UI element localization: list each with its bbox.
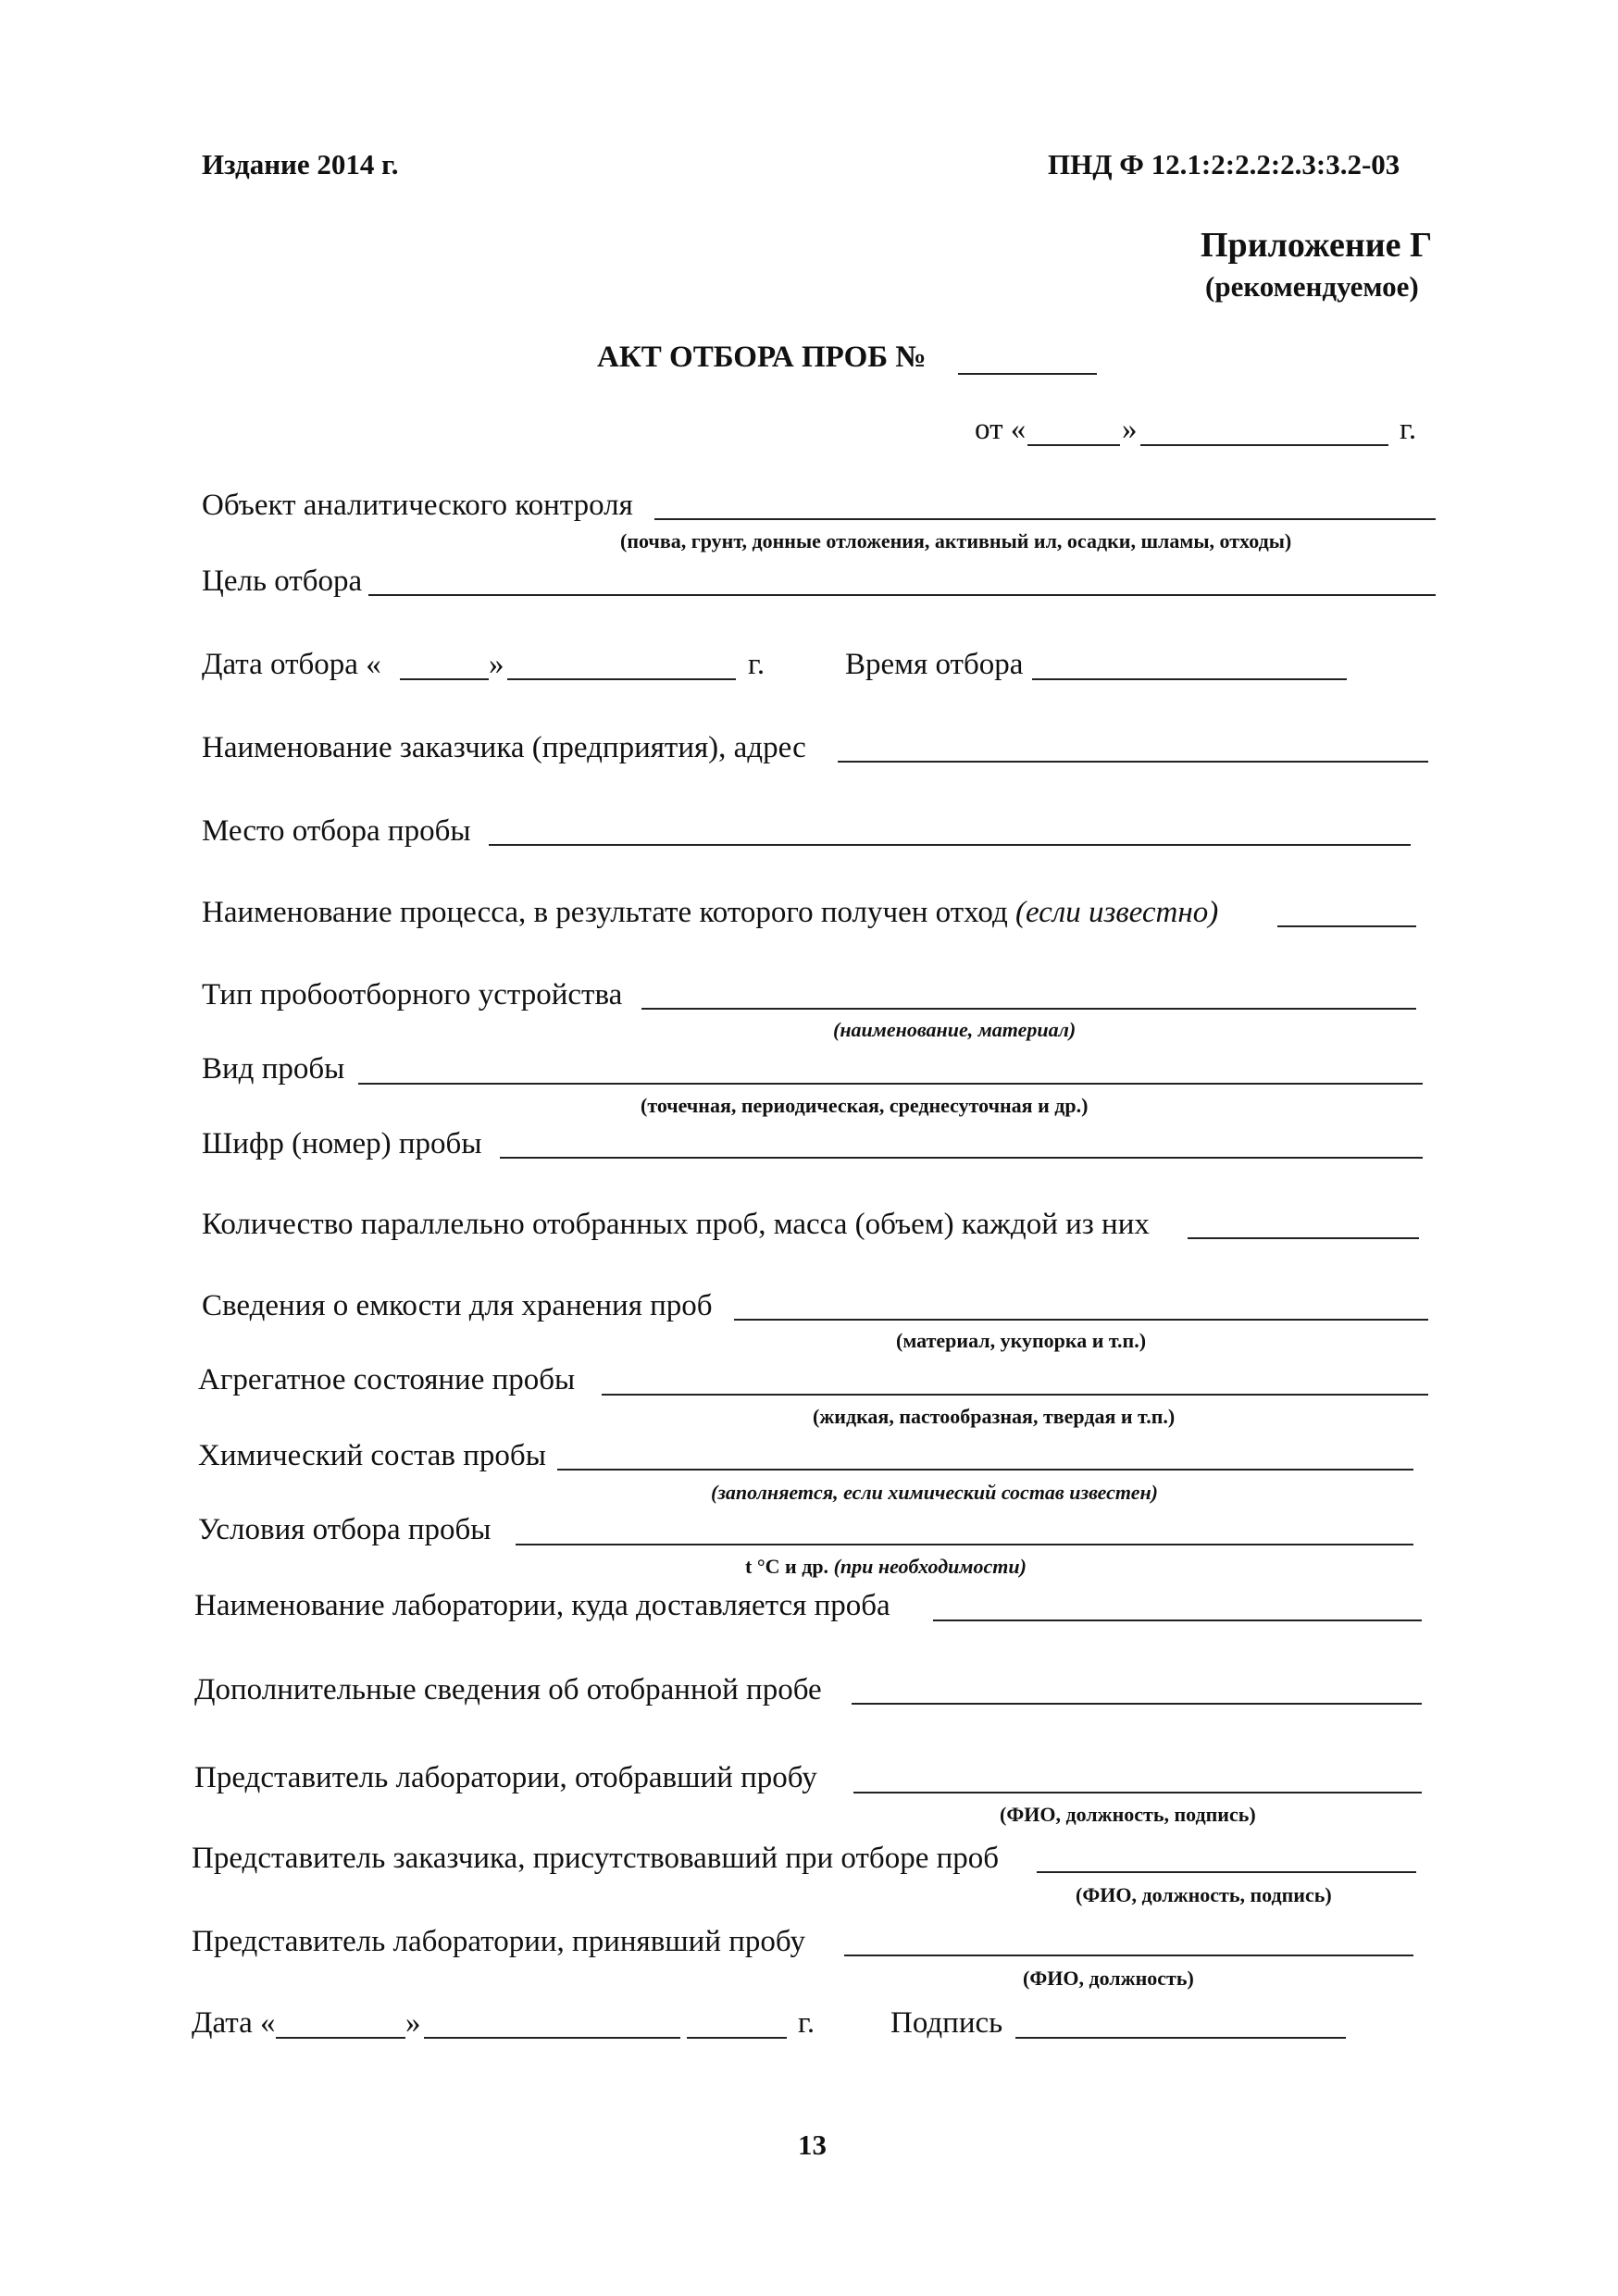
final-date-year-field[interactable]: [687, 2037, 787, 2039]
sample-date-day-field[interactable]: [400, 678, 489, 680]
sample-code-label: Шифр (номер) пробы: [202, 1127, 482, 1160]
state-field[interactable]: [602, 1394, 1428, 1396]
device-type-hint-text: (наименование, материал): [833, 1018, 1077, 1041]
final-date-day-field[interactable]: [276, 2037, 405, 2039]
lab-field[interactable]: [933, 1620, 1422, 1621]
process-text: Наименование процесса, в результате которого получен отход: [202, 896, 1008, 929]
final-date-year: г.: [798, 2006, 815, 2040]
process-note: (если известно): [1014, 896, 1219, 929]
sample-kind-label: Вид пробы: [202, 1052, 345, 1086]
state-label: Агрегатное состояние пробы: [198, 1363, 576, 1396]
final-date-label: Дата «: [192, 2006, 276, 2040]
extra-label: Дополнительные сведения об отобранной пробе: [194, 1673, 822, 1706]
conditions-label: Условия отбора пробы: [198, 1513, 492, 1546]
sample-kind-field[interactable]: [358, 1083, 1423, 1085]
sample-date-month-field[interactable]: [507, 678, 736, 680]
place-label: Место отбора пробы: [202, 814, 471, 848]
conditions-hint: [745, 1555, 1027, 1579]
cust-rep-field[interactable]: [1037, 1871, 1416, 1873]
container-field[interactable]: [734, 1319, 1428, 1321]
customer-field[interactable]: [838, 761, 1428, 763]
purpose-field[interactable]: [368, 594, 1436, 596]
device-type-field[interactable]: [641, 1008, 1416, 1010]
lab-rep-label: Представитель лаборатории, отобравший пробу: [194, 1761, 817, 1794]
sample-time-label: Время отбора: [845, 648, 1024, 681]
date-from-prefix: от «: [975, 413, 1027, 446]
object-label: Объект аналитического контроля: [202, 489, 633, 522]
date-from-month-field[interactable]: [1140, 444, 1388, 446]
signature-field[interactable]: [1015, 2037, 1346, 2039]
extra-field[interactable]: [852, 1703, 1422, 1705]
sample-code-field[interactable]: [500, 1157, 1423, 1159]
purpose-label: Цель отбора: [202, 565, 363, 598]
sample-time-field[interactable]: [1032, 678, 1347, 680]
date-from-year: г.: [1400, 413, 1417, 446]
conditions-hint-b: (при необходимости): [833, 1555, 1027, 1578]
signature-label: Подпись: [890, 2006, 1003, 2040]
lab-rep-field[interactable]: [853, 1792, 1422, 1793]
sample-date-year: г.: [748, 648, 765, 681]
date-from-day-field[interactable]: [1027, 444, 1120, 446]
place-field[interactable]: [489, 844, 1411, 846]
process-field[interactable]: [1277, 925, 1416, 927]
lab-label: Наименование лаборатории, куда доставляется проба: [194, 1589, 890, 1622]
document-code: ПНД Ф 12.1:2:2.2:2.3:3.2-03: [1048, 148, 1400, 180]
final-date-month-field[interactable]: [424, 2037, 680, 2039]
act-title: АКТ ОТБОРА ПРОБ №: [597, 341, 927, 374]
appendix-note: (рекомендуемое): [1205, 270, 1419, 303]
chem-field[interactable]: [557, 1469, 1413, 1471]
chem-hint: [711, 1481, 1158, 1505]
appendix-title: Приложение Г: [1201, 226, 1433, 265]
lab-recv-hint: (ФИО, должность): [1023, 1967, 1194, 1990]
date-from-mid: »: [1122, 413, 1138, 446]
container-label: Сведения о емкости для хранения проб: [202, 1289, 713, 1322]
quantity-field[interactable]: [1188, 1237, 1419, 1239]
object-hint: (почва, грунт, донные отложения, активный ил, осадки, шламы, отходы): [620, 529, 1292, 552]
cust-rep-hint: (ФИО, должность, подпись): [1076, 1883, 1332, 1906]
page-number: 13: [798, 2128, 827, 2161]
act-number-field[interactable]: [958, 373, 1097, 375]
final-date-mid: »: [405, 2006, 421, 2040]
process-label: [202, 896, 1218, 930]
container-hint: (материал, укупорка и т.п.): [896, 1329, 1147, 1352]
quantity-label: Количество параллельно отобранных проб, масса (объем) каждой из них: [202, 1208, 1150, 1241]
customer-label: Наименование заказчика (предприятия), адрес: [202, 731, 806, 764]
state-hint: (жидкая, пастообразная, твердая и т.п.): [813, 1405, 1176, 1428]
chem-hint-text: (заполняется, если химический состав известен): [711, 1481, 1159, 1504]
device-type-label: Тип пробоотборного устройства: [202, 978, 623, 1011]
sample-date-mid: »: [489, 648, 504, 681]
device-type-hint: [833, 1018, 1076, 1042]
conditions-hint-a: t °С и др.: [745, 1555, 829, 1578]
lab-recv-field[interactable]: [844, 1955, 1413, 1956]
lab-recv-label: Представитель лаборатории, принявший пробу: [192, 1925, 805, 1958]
lab-rep-hint: (ФИО, должность, подпись): [1000, 1803, 1256, 1826]
object-field[interactable]: [654, 518, 1436, 520]
cust-rep-label: Представитель заказчика, присутствовавший при отборе проб: [192, 1842, 1000, 1875]
chem-label: Химический состав пробы: [198, 1439, 546, 1472]
sample-kind-hint: (точечная, периодическая, среднесуточная и др.): [641, 1094, 1089, 1117]
edition-label: Издание 2014 г.: [202, 148, 399, 180]
conditions-field[interactable]: [516, 1544, 1413, 1545]
sample-date-label: Дата отбора «: [202, 648, 381, 681]
